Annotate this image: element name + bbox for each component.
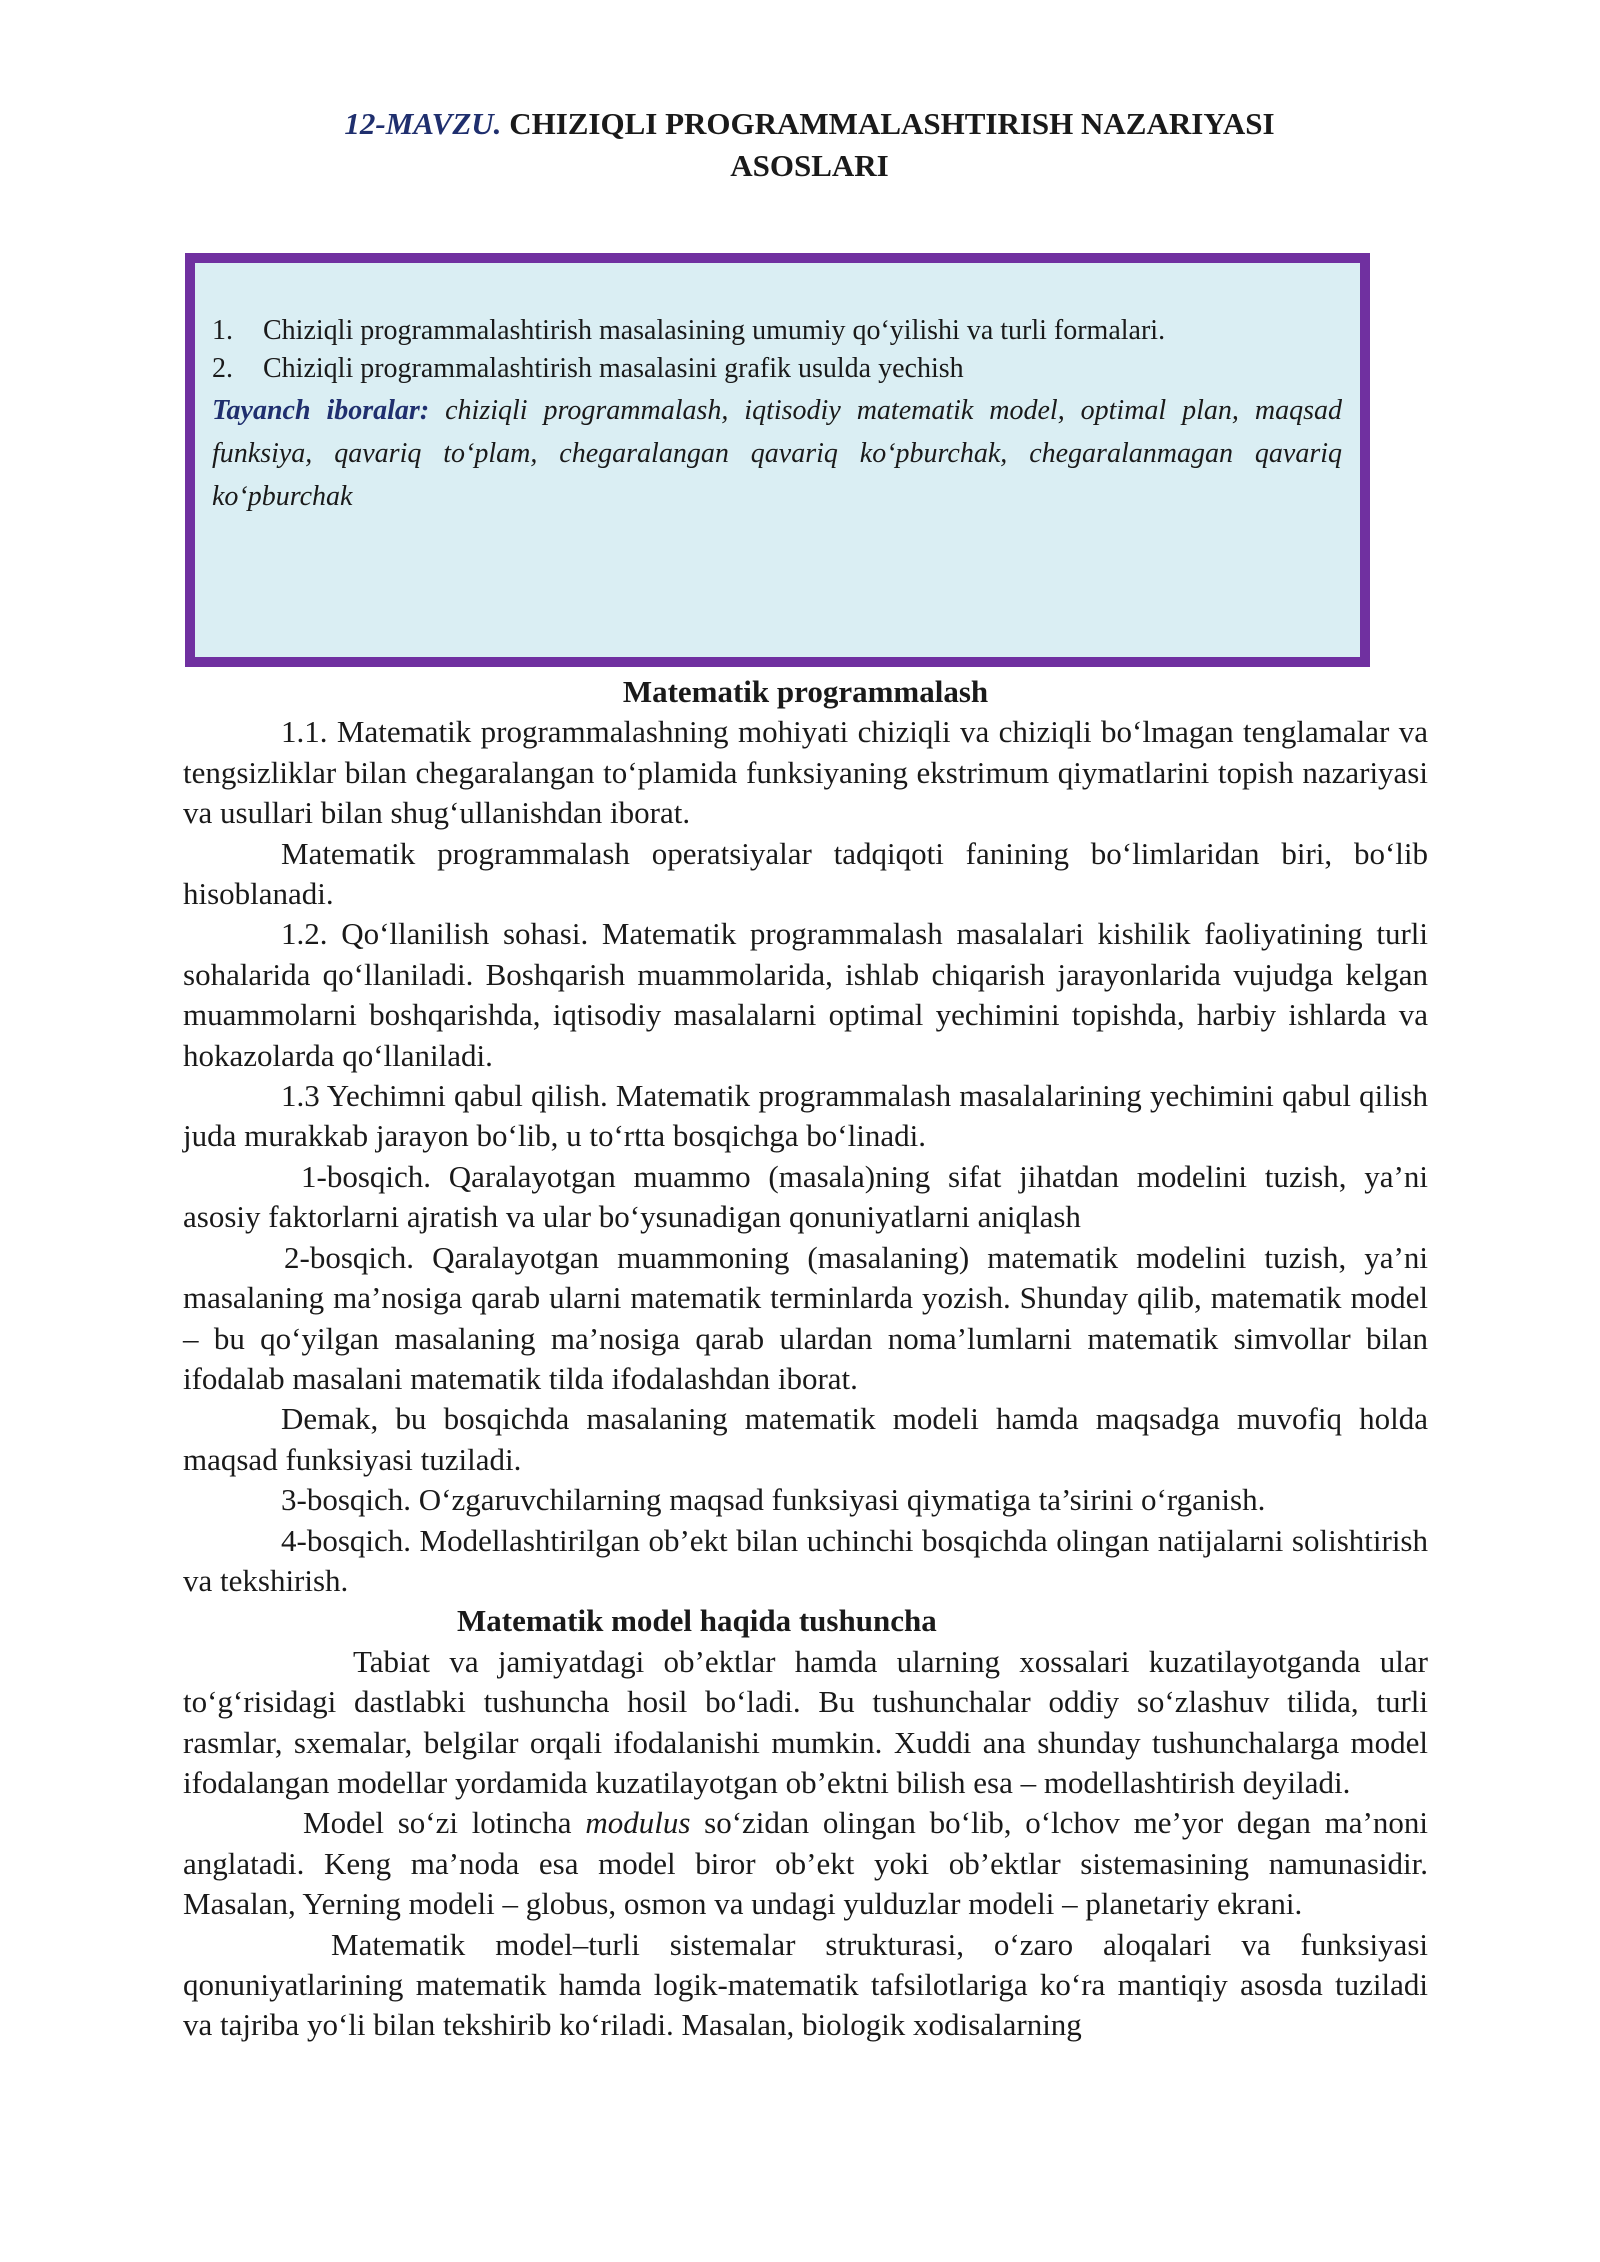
outline-item-text: Chiziqli programmalashtirish masalasining umumiy qo‘yilishi va turli formalari. [263, 315, 1166, 346]
topic-outline-list [212, 312, 1342, 388]
outline-item [212, 312, 1342, 350]
topic-number: 12-MAVZU. [344, 106, 502, 141]
paragraph-text: so‘zidan olingan bo‘lib, o‘lchov me’yor degan ma’noni anglatadi. Keng ma’noda esa model biror ob’ekt yoki ob’ektlar sistemasining namunasidir. Masalan, Yerning modeli – globus, osmon va undagi yulduzlar modeli – planetariy ekrani. [183, 1805, 1428, 1922]
section-heading-model: Matematik model haqida tushuncha [457, 1603, 937, 1639]
emphasized-term: modulus [585, 1805, 691, 1841]
outline-item-number: 2. [212, 353, 233, 384]
paragraph: 4-bosqich. Modellashtirilgan ob’ekt bilan uchinchi bosqichda olingan natijalarni solishtirish va tekshirish. [183, 1522, 1428, 1598]
paragraph-text: Model so‘zi lotincha [303, 1805, 586, 1841]
keywords-block [212, 389, 1342, 518]
keywords-text: chiziqli programmalash, iqtisodiy matematik model, optimal plan, maqsad funksiya, qavariq to‘plam, chegaralangan qavariq ko‘pburchak, chegaralanmagan qavariq ko‘pburchak [212, 395, 1342, 512]
paragraph: Matematik model–turli sistemalar strukturasi, o‘zaro aloqalari va funksiyasi qonuniyatlarining matematik hamda logik-matematik tafsilotlariga ko‘ra mantiqiy asosda tuziladi va tajriba yo‘li bilan tekshirib ko‘riladi. Masalan, biologik xodisalarning [183, 1926, 1428, 2043]
outline-item [212, 350, 1342, 388]
paragraph: 1.2. Qo‘llanilish sohasi. Matematik programmalash masalalari kishilik faoliyatining turli sohalarida qo‘llaniladi. Boshqarish muammolarida, ishlab chiqarish jarayonlarida vujudga kelgan muammolarni boshqarishda, iqtisodiy masalalarni optimal yechimini topishda, harbiy ishlarda va hokazolarda qo‘llaniladi. [183, 916, 1428, 1073]
paragraph: Tabiat va jamiyatdagi ob’ektlar hamda ularning xossalari kuzatilayotganda ular to‘g‘risidagi dastlabki tushuncha hosil bo‘ladi. Bu tushunchalar oddiy so‘zlashuv tilida, turli rasmlar, sxemalar, belgilar orqali ifodalanishi mumkin. Xuddi ana shunday tushunchalarga model ifodalangan modellar yordamida kuzatilayotgan ob’ektni bilish esa – modellashtirish deyiladi. [183, 1643, 1428, 1800]
paragraph [183, 1803, 1428, 1924]
outline-item-text: Chiziqli programmalashtirish masalasini grafik usulda yechish [263, 353, 964, 384]
paragraph: 1.1. Matematik programmalashning mohiyati chiziqli va chiziqli bo‘lmagan tenglamalar va tengsizliklar bilan chegaralangan to‘plamida funksiyaning ekstrimum qiymatlarini topish nazariyasi va usullari bilan shug‘ullanishdan iborat. [183, 714, 1428, 831]
section-heading-programming: Matematik programmalash [622, 674, 989, 709]
paragraph: 1.3 Yechimni qabul qilish. Matematik programmalash masalalarining yechimini qabul qilish juda murakkab jarayon bo‘lib, u to‘rtta bosqichga bo‘linadi. [183, 1078, 1428, 1154]
paragraph: Demak, bu bosqichda masalaning matematik modeli hamda maqsadga muvofiq holda maqsad funksiyasi tuziladi. [183, 1401, 1428, 1477]
page-title [183, 103, 1436, 187]
paragraph: 2-bosqich. Qaralayotgan muammoning (masalaning) matematik modelini tuzish, ya’ni masalaning ma’nosiga qarab ularni matematik terminlarda yozish. Shunday qilib, matematik model – bu qo‘yilgan masalaning ma’nosiga qarab ulardan noma’lumlarni matematik simvollar bilan ifodalab masalani matematik tilda ifodalashdan iborat. [183, 1239, 1428, 1396]
paragraph: 3-bosqich. O‘zgaruvchilarning maqsad funksiyasi qiymatiga ta’sirini o‘rganish. [281, 1482, 1266, 1518]
document-body [183, 672, 1428, 2046]
paragraph: Matematik programmalash operatsiyalar tadqiqoti fanining bo‘limlaridan biri, bo‘lib hisoblanadi. [183, 835, 1428, 912]
title-line-1: CHIZIQLI PROGRAMMALASHTIRISH NAZARIYASI [509, 106, 1275, 141]
title-line-2: ASOSLARI [730, 148, 889, 183]
keywords-label: Tayanch iboralar: [212, 395, 430, 426]
outline-item-number: 1. [212, 315, 233, 346]
paragraph: 1-bosqich. Qaralayotgan muammo (masala)ning sifat jihatdan modelini tuzish, ya’ni asosiy faktorlarni ajratish va ular bo‘ysunadigan qonuniyatlarni aniqlash [183, 1158, 1428, 1235]
